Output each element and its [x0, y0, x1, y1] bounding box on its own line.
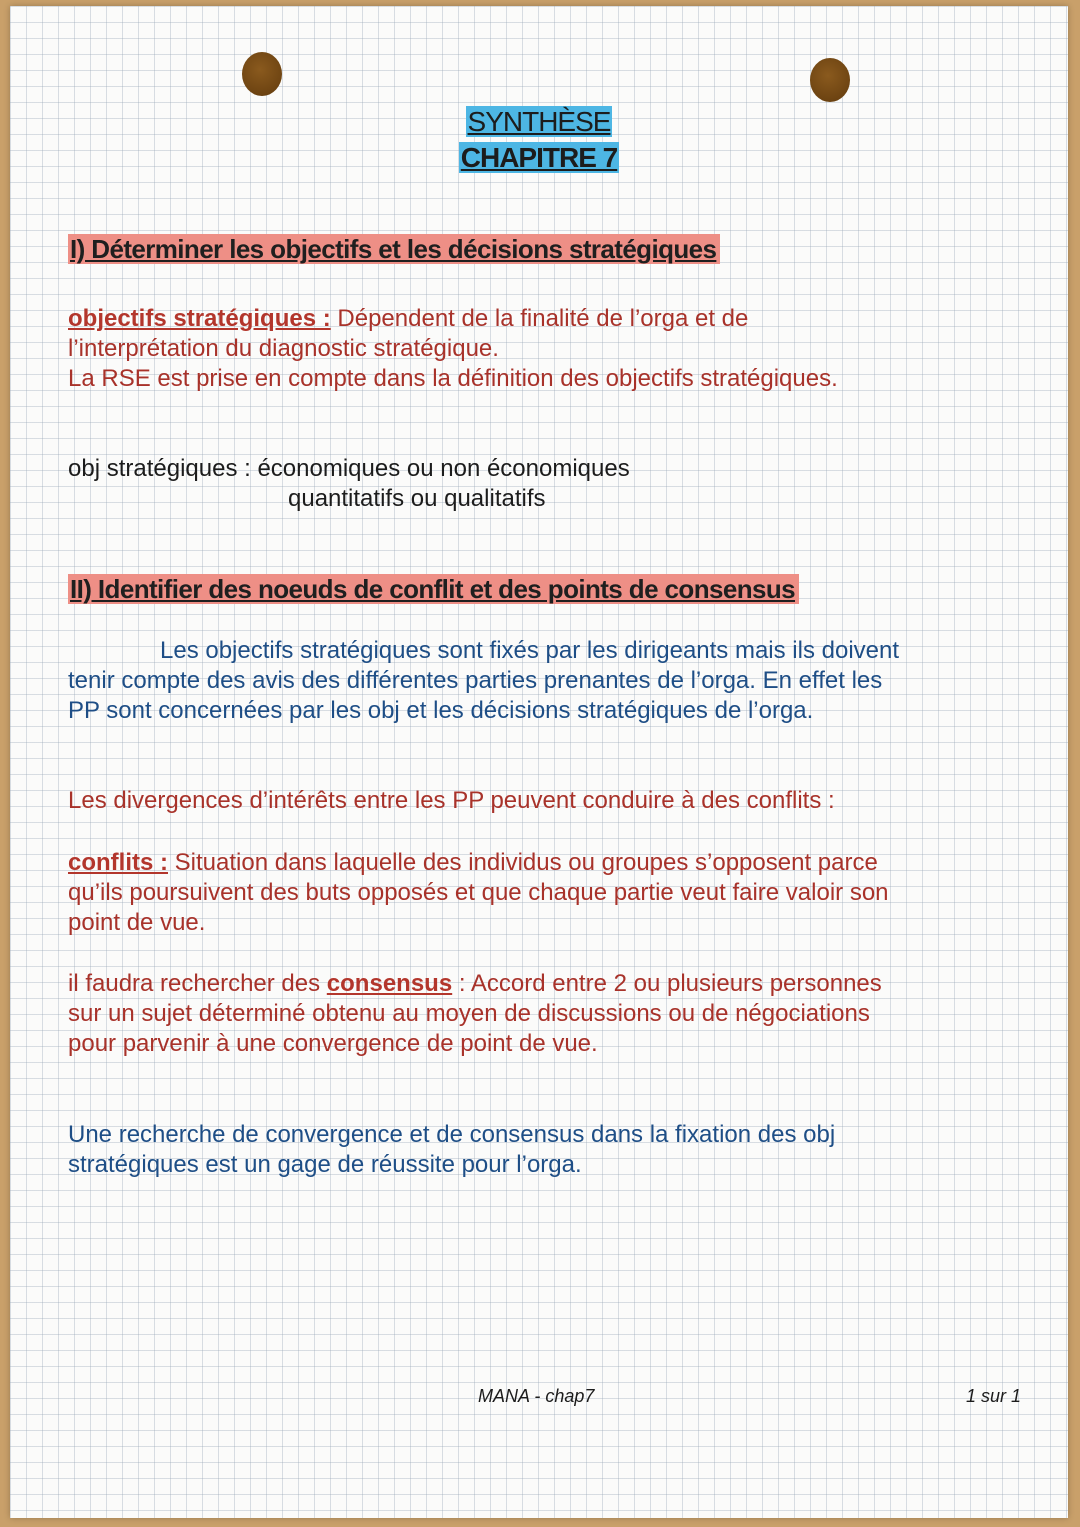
consensus-prefix: il faudra rechercher des: [68, 970, 327, 997]
objectifs-line3: La RSE est prise en compte dans la définition des objectifs stratégiques.: [68, 365, 838, 392]
intro-line1: Les objectifs stratégiques sont fixés par les dirigeants mais ils doivent: [160, 637, 900, 664]
section1-heading: [68, 234, 720, 265]
conflits-line2: qu’ils poursuivent des buts opposés et que chaque partie veut faire valoir son: [68, 879, 889, 906]
intro-paragraph: [68, 636, 899, 726]
conclusion-line2: stratégiques est un gage de réussite pour l’orga.: [68, 1151, 582, 1178]
divergence-paragraph: Les divergences d’intérêts entre les PP peuvent conduire à des conflits :: [68, 787, 835, 814]
conflits-definition: [68, 848, 889, 938]
conflits-term: conflits :: [68, 849, 168, 876]
types-line2: quantitatifs ou qualitatifs: [288, 485, 546, 512]
consensus-line1: : Accord entre 2 ou plusieurs personnes: [452, 970, 882, 997]
conflits-line3: point de vue.: [68, 909, 206, 936]
footer-course: MANA - chap7: [478, 1386, 595, 1406]
footer-page-number: 1 sur 1: [966, 1386, 1022, 1406]
objectifs-types: [68, 454, 630, 514]
conflits-line1: Situation dans laquelle des individus ou groupes s’opposent parce: [168, 849, 878, 876]
conclusion-paragraph: [68, 1120, 835, 1180]
page-title: [10, 104, 1068, 176]
title-synthese: SYNTHÈSE: [467, 106, 611, 137]
section2-heading-text: II) Identifier des noeuds de conflit et des points de consensus: [68, 574, 799, 604]
notebook-page: [10, 6, 1068, 1518]
conclusion-line1: Une recherche de convergence et de consensus dans la fixation des obj: [68, 1121, 836, 1148]
types-line1: économiques ou non économiques: [257, 455, 630, 482]
objectifs-definition: [68, 304, 838, 394]
types-label: obj stratégiques :: [68, 455, 258, 482]
consensus-definition: [68, 969, 882, 1059]
objectifs-line1: Dépendent de la finalité de l’orga et de: [330, 305, 749, 332]
section2-heading: [68, 574, 799, 605]
title-chapitre: CHAPITRE 7: [460, 142, 618, 173]
consensus-line3: pour parvenir à une convergence de point de vue.: [68, 1030, 598, 1057]
objectifs-term: objectifs stratégiques :: [68, 305, 331, 332]
section1-heading-text: I) Déterminer les objectifs et les décisions stratégiques: [68, 234, 720, 264]
consensus-line2: sur un sujet déterminé obtenu au moyen de discussions ou de négociations: [68, 1000, 870, 1027]
objectifs-line2: l’interprétation du diagnostic stratégique.: [68, 335, 499, 362]
intro-line2: tenir compte des avis des différentes parties prenantes de l’orga. En effet les: [68, 667, 883, 694]
intro-line3: PP sont concernées par les obj et les décisions stratégiques de l’orga.: [68, 697, 814, 724]
binder-hole-right: [810, 58, 850, 102]
consensus-term: consensus: [326, 970, 453, 997]
binder-hole-left: [242, 52, 282, 96]
